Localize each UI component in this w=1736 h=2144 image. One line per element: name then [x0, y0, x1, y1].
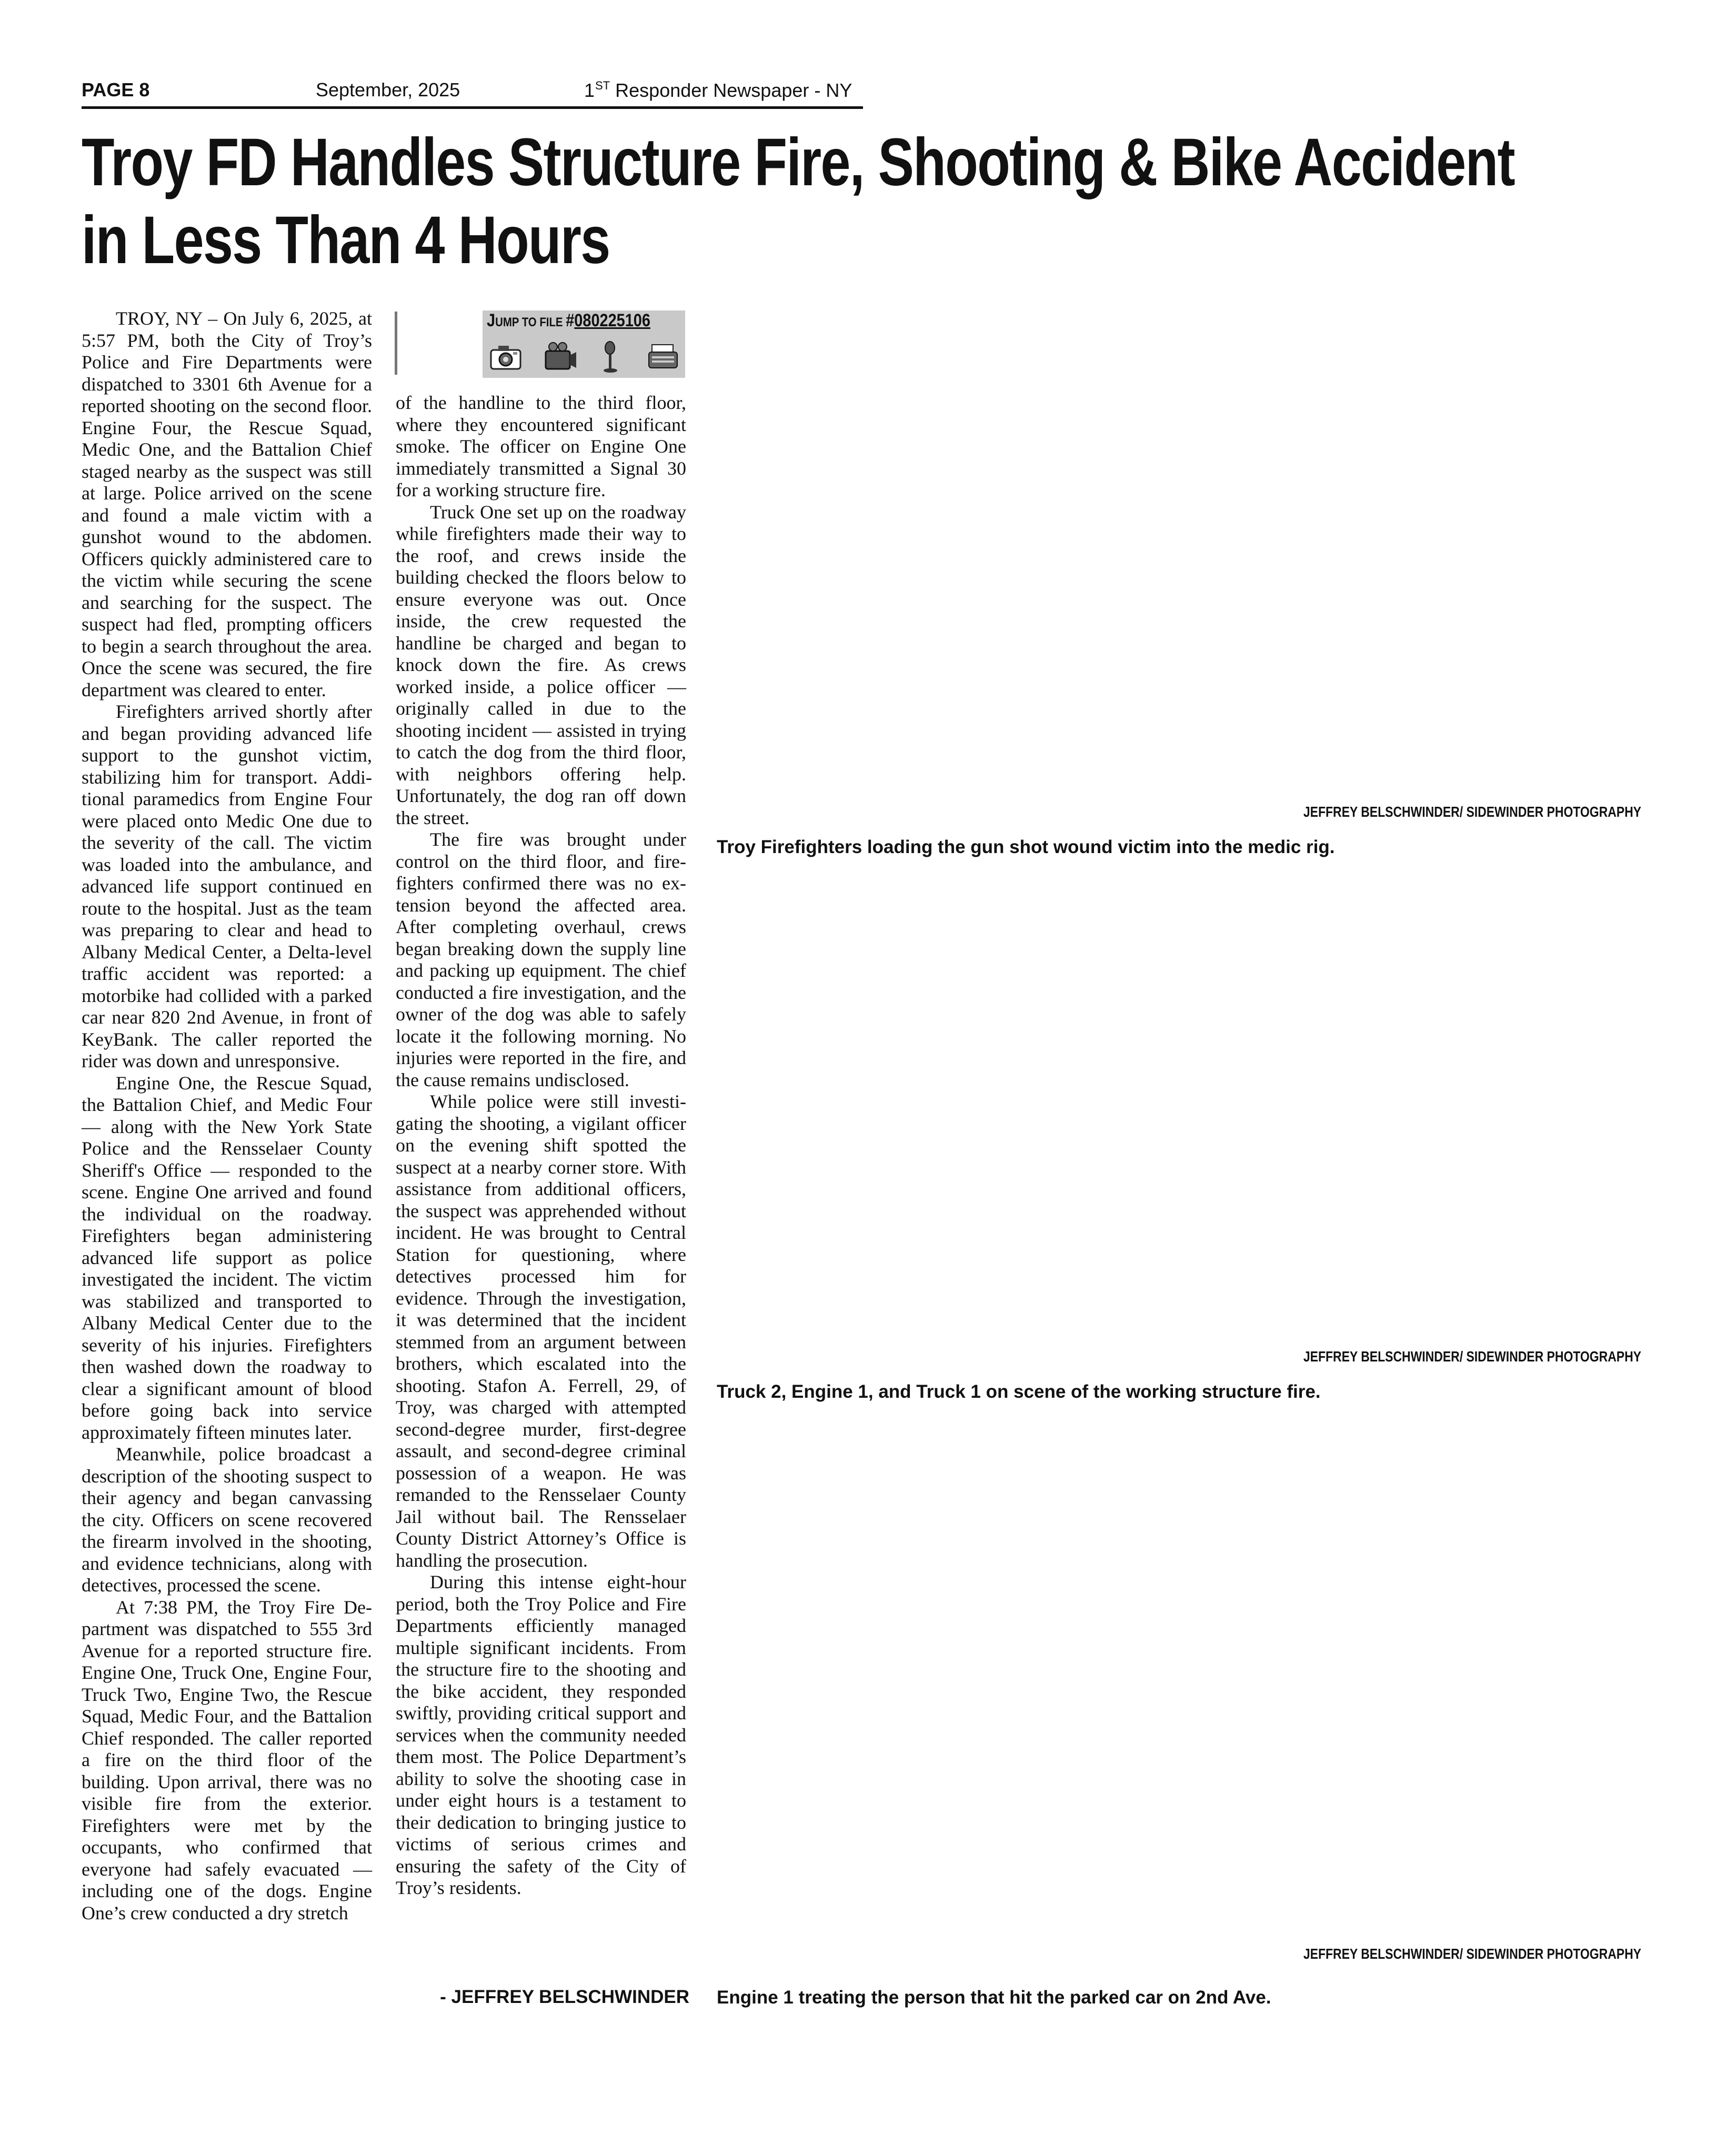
photo-caption-3: Engine 1 treating the person that hit the parked car on 2nd Ave.: [717, 1987, 1271, 2008]
headline-line-2: in Less Than 4 Hours: [82, 203, 610, 278]
article-byline: - JEFFREY BELSCHWINDER: [440, 1987, 689, 2007]
photo-caption-2: Truck 2, Engine 1, and Truck 1 on scene of the working structure fire.: [717, 1381, 1321, 1402]
article-paragraph: At 7:38 PM, the Troy Fire Department was dispatched to 555 3rd Avenue for a reported structure fire. Engine One, Truck One, Engine Four, Truck Two, Engine Two, the Rescue Squad, Medic Four, and the Battalion Chief responded. The caller reported a fire on the third floor of the building. Upon arrival, there was no visible fire from the exterior. Firefighters were met by the occupants, who confirmed that everyone had safely evacuated — including one of the dogs. Engine One’s crew conducted a dry stretch: [82, 1596, 372, 1923]
headline-line-1: Troy FD Handles Structure Fire, Shooting & Bike Accident: [82, 125, 1515, 200]
camera-icon[interactable]: [488, 339, 525, 374]
photo-credit-3: JEFFREY BELSCHWINDER/ SIDEWINDER PHOTOGRAPHY: [1303, 1946, 1641, 1962]
jump-file-number[interactable]: 080225106: [574, 310, 650, 330]
article-paragraph: Engine One, the Rescue Squad, the Battalion Chief, and Medic Four — along with the New York State Police and the Rensselaer County Sheriff's Office — responded to the scene. Engine One arrived and found the individual on the roadway. Firefighters began administering advanced life support as police investigated the incident. The victim was stabilized and transported to Albany Medical Center due to the severity of his injuries. Firefighters then washed down the roadway to clear a significant amount of blood before going back into service approximately fifteen minutes later.: [82, 1072, 372, 1443]
header-rule: [82, 106, 863, 109]
jump-divider: [395, 312, 397, 375]
article-paragraph: While police were still investigating the shooting, a vigilant officer on the evening shift spotted the suspect at a nearby corner store. With assistance from additional officers, the suspect was apprehended without incident. He was brought to Central Station for questioning, where detectives processed him for evidence. Through the investigation, it was determined that the incident stemmed from an argument between brothers, which escalated into the shooting. Stafon A. Ferrell, 29, of Troy, was charged with attempted second-degree murder, first-degree assault, and second-degree criminal possession of a weapon. He was remanded to the Rensselaer County Jail without bail. The Rensselaer County District Attorney’s Office is handling the prosecution.: [396, 1091, 686, 1571]
article-paragraph: Firefighters arrived shortly after and began providing advanced life support to the gunshot victim, stabilizing him for transport. Additional paramedics from Engine Four were placed onto Medic One due to the severity of the call. The victim was loaded into the ambulance, and advanced life support continued en route to the hospital. Just as the team was preparing to clear and head to Albany Medical Center, a Delta-level traffic accident was reported: a motorbike had collided with a parked car near 820 2nd Avenue, in front of KeyBank. The caller reported the rider was down and unresponsive.: [82, 701, 372, 1071]
article-paragraph: of the handline to the third floor, where they encountered significant smoke. The officer on Engine One immediately transmitted a Signal 30 for a working structure fire.: [396, 392, 686, 500]
microphone-icon[interactable]: [593, 339, 630, 374]
jump-to-file-box[interactable]: [483, 310, 685, 378]
photo-credit-2: JEFFREY BELSCHWINDER/ SIDEWINDER PHOTOGRAPHY: [1303, 1348, 1641, 1365]
article-paragraph: The fire was brought under control on the third floor, and firefighters confirmed there was no extension beyond the affected area. After completing overhaul, crews began breaking down the supply line and packing up equipment. The chief conducted a fire investigation, and the owner of the dog was able to safely locate it the following morning. No injuries were reported in the fire, and the cause remains undisclosed.: [396, 829, 686, 1090]
media-icons: [488, 339, 683, 374]
photo-credit-1: JEFFREY BELSCHWINDER/ SIDEWINDER PHOTOGRAPHY: [1303, 804, 1641, 820]
photo-caption-1: Troy Firefighters loading the gun shot wound victim into the medic rig.: [717, 837, 1335, 857]
article-paragraph: TROY, NY – On July 6, 2025, at 5:57 PM, both the City of Troy’s Police and Fire Departments were dispatched to 3301 6th Avenue for a reported shooting on the second floor. Engine Four, the Rescue Squad, Medic One, and the Battalion Chief staged nearby as the suspect was still at large. Police arrived on the scene and found a male victim with a gunshot wound to the abdomen. Officers quickly administered care to the victim while securing the scene and searching for the suspect. The suspect had fled, prompting officers to begin a search throughout the area. Once the scene was secured, the fire department was cleared to enter.: [82, 308, 372, 700]
page-number: PAGE 8: [82, 79, 150, 101]
article-paragraph: Meanwhile, police broadcast a description of the shooting suspect to their agency and began canvassing the city. Officers on scene recovered the firearm involved in the shooting, and evidence technicians, along with detectives, processed the scene.: [82, 1444, 372, 1596]
issue-date: September, 2025: [316, 79, 460, 101]
video-camera-icon[interactable]: [540, 339, 577, 374]
jump-to-file-label[interactable]: JUMP TO FILE #080225106: [487, 310, 650, 330]
typewriter-icon[interactable]: [646, 339, 683, 374]
article-column-1: [82, 308, 372, 1924]
page-header: [82, 79, 863, 106]
article-column-2: [396, 392, 686, 1899]
article-paragraph: During this intense eight-hour period, both the Troy Police and Fire Departments efficiently managed multiple significant incidents. From the structure fire to the shooting and the bike accident, they responded swiftly, providing critical support and services when the community needed them most. The Police Department’s ability to solve the shooting case in under eight hours is a testament to their dedication to bringing justice to victims of serious crimes and ensuring the safety of the City of Troy’s residents.: [396, 1571, 686, 1898]
article-paragraph: Truck One set up on the roadway while firefighters made their way to the roof, and crews inside the building checked the floors below to ensure everyone was out. Once inside, the crew requested the handline be charged and began to knock down the fire. As crews worked inside, a police officer — originally called in due to the shooting incident — assisted in trying to catch the dog from the third floor, with neighbors offering help. Unfortunately, the dog ran off down the street.: [396, 501, 686, 828]
article-headline: [82, 124, 1681, 279]
newspaper-name: 1ST Responder Newspaper - NY: [584, 79, 852, 101]
